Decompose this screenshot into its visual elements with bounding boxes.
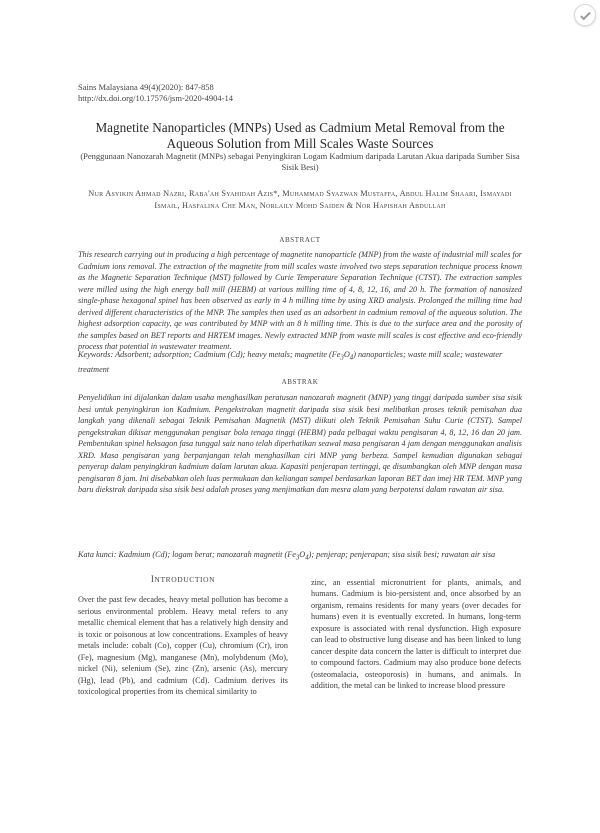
- kata-kunci-suffix: ); penjerap; penjerapan; sisa sisik besi; rawatan air sisa: [308, 550, 496, 559]
- abstrak-keywords: [78, 549, 522, 564]
- journal-citation: Sains Malaysiana 49(4)(2020): 847-858: [78, 82, 214, 92]
- oxygen-symbol: O: [299, 550, 306, 559]
- abstract-heading: ABSTRACT: [279, 236, 321, 244]
- o-subscript: 4: [349, 354, 354, 362]
- check-icon[interactable]: [574, 4, 596, 26]
- paper-title: Magnetite Nanoparticles (MNPs) Used as Cadmium Metal Removal from the Aqueous Solution from Mill Scales Waste Sources: [95, 120, 505, 151]
- journal-header: [78, 82, 233, 104]
- paper-subtitle: (Penggunaan Nanozarah Magnetit (MNPs) sebagai Penyingkiran Logam Kadmium daripada Larutan Akua daripada Sumber Sisa Sisik Besi): [80, 151, 520, 172]
- journal-doi[interactable]: http://dx.doi.org/10.17576/jsm-2020-4904-14: [78, 93, 233, 103]
- abstrak-heading: ABSTRAK: [281, 378, 319, 386]
- fe-subscript: 3: [295, 554, 300, 562]
- fe-subscript: 3: [340, 354, 344, 362]
- introduction-heading: INTRODUCTION: [150, 574, 216, 584]
- keywords-prefix: Keywords: Adsorbent; adsorption; Cadmium (Cd); heavy metals; magnetite (Fe: [78, 350, 341, 359]
- intro-paragraph-right: zinc, an essential micronutrient for plants, animals, and humans. Cadmium is bio-persistent and, once absorbed by an organism, remains residents for many years (over decades for humans) even it is eventually excreted. In humans, long-term exposure is associated with renal dysfunction. High exposure can lead to obstructive lung disease and has been linked to lung cancer despite data concern the latter is difficult to interpret due to compound factors. Cadmium may also produce bone defects (osteomalacia, osteoporosis) in humans, and animals. In addition, the metal can be linked to increase blood pressure: [311, 578, 521, 691]
- abstrak-text: Penyelidikan ini dijalankan dalam usaha menghasilkan peratusan nanozarah magnetit (MNP) yang tinggi daripada sumber sisa sisik besi untuk penyingkiran ion Kadmium. Pengekstrakan magnetit daripada sisa sisik besi melibatkan proses teknik pemisahan dua langkah yang dikenali sebagai Teknik Pemisahan Magnetik (MST) diikuti oleh Teknik Pemisahan Suhu Curie (CTST). Sampel pengekstrakan dikisar menggunakan pengisar bola tenaga tinggi (HEBM) pada pelbagai waktu pengisaran 4, 8, 12, 16 dan 20 jam. Pembentukan spinel heksagon fasa tunggal saiz nano telah diperhatikan seawal masa pengisaran 4 jam dengan menggunakan analisis XRD. Masa pengisaran yang berpanjangan telah menghasilkan ciri MNP yang berbeza. Sampel kemudian digunakan sebagai penyerap dalam penyingkiran kadmium dalam larutan akua. Kapasiti penjerapan tertinggi, qe disumbangkan oleh MNP dengan masa pengisaran 8 jam. Ini disebabkan oleh luas permukaan dan keliangan sampel berdasarkan laporan BET dan imej HR TEM. MNP yang baru diekstrak daripada sisa sisik besi adalah proses yang menjimatkan dan mesra alam yang berpotensi dalam rawatan air sisa.: [78, 393, 522, 495]
- oxygen-symbol: O: [343, 350, 350, 359]
- author-list: Nur Asyikin Ahmad Nazri, Raba'ah Syahidah Azis*, Muhammad Syazwan Mustaffa, Abdul Halim Shaari, Ismayadi Ismail, Hasfalina Che Man, Norlaily Mohd Saiden & Nor Hapishah Abdullah: [88, 189, 512, 210]
- keywords-suffix: ) nanoparticles; waste mill scale; wastewater treatment: [78, 350, 503, 375]
- kata-kunci-prefix: Kata kunci: Kadmium (Cd); logam berat; nanozarah magnetit (Fe: [78, 550, 296, 559]
- abstract-keywords: [78, 349, 522, 376]
- intro-right-column: [311, 577, 521, 692]
- o-subscript: 4: [305, 554, 309, 562]
- intro-left-column: [78, 574, 288, 698]
- abstract-text: This research carrying out in producing a high percentage of magnetite nanoparticle (MNP) from the waste of industrial mill scales for Cadmium ions removal. The extraction of the magnetite from mill scales waste involved two steps separation technique process known as the Magnetic Separation Technique (MST) followed by Curie Temperature Separation Technique (CTST). The extraction samples were milled using the high energy ball mill (HEBM) at various milling time of 4, 8, 12, 16, and 20 h. The formation of nanosized single-phase hexagonal spinel has been observed as early in 4 h milling time by using XRD analysis. Prolonged the milling time had derived different characteristics of the MNP. The samples then used as an adsorbent in cadmium removal of the aqueous solution. The highest adsorption capacity, qe was contributed by MNP with an 8 h milling time. This is due to the surface area and the porosity of the samples based on BET reports and HRTEM images. Newly extracted MNP from waste mill scales is cost effective and eco-friendly process that potential in wastewater treatment.: [78, 250, 522, 352]
- intro-paragraph-left: Over the past few decades, heavy metal pollution has become a serious environmental problem. Heavy metal refers to any metallic chemical element that has a relatively high density and is toxic or poisonous at low concentrations. Examples of heavy metals include: cobalt (Co), copper (Cu), chromium (Cr), iron (Fe), magnesium (Mg), manganese (Mn), molybdenum (Mo), nickel (Ni), selenium (Se), zinc (Zn), arsenic (As), mercury (Hg), lead (Pb), and cadmium (Cd). Cadmium derives its toxicological properties from its chemical similarity to: [78, 595, 288, 697]
